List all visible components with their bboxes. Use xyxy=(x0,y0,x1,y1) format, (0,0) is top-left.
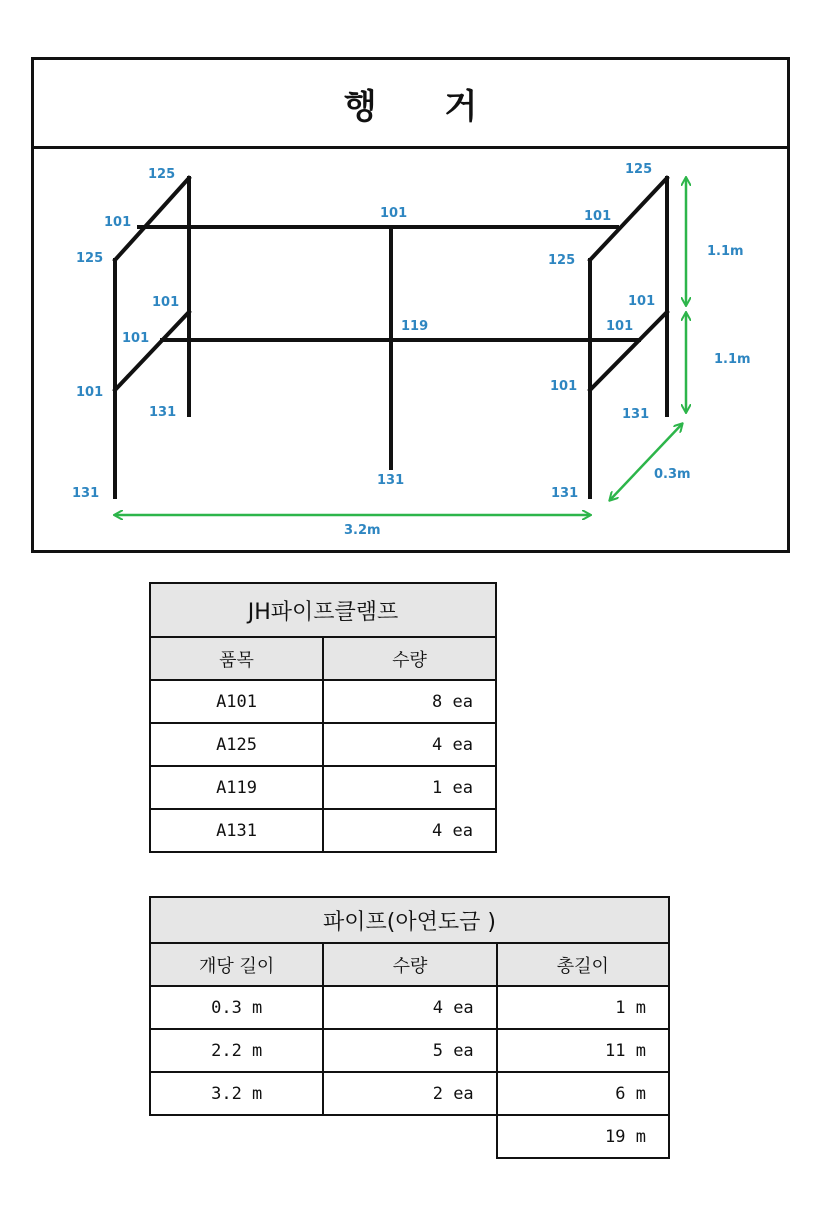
dim-width: 3.2m xyxy=(344,523,381,538)
pipe-qty: 2 ea xyxy=(323,1072,496,1115)
table-row xyxy=(150,680,496,723)
clamp-table xyxy=(149,582,497,853)
dim-lower-height: 1.1m xyxy=(714,352,751,367)
pipe-length: 2.2 m xyxy=(150,1029,323,1072)
clamp-item: A125 xyxy=(150,723,323,766)
label-right-back-top: 125 xyxy=(625,162,653,177)
clamp-qty: 4 ea xyxy=(323,809,496,852)
pipe-total: 6 m xyxy=(497,1072,669,1115)
table-row xyxy=(150,766,496,809)
clamp-table-title: JH파이프클램프 xyxy=(150,583,496,637)
label-left-back-top: 125 xyxy=(148,167,176,182)
dim-upper-height: 1.1m xyxy=(707,244,744,259)
clamp-qty: 4 ea xyxy=(323,723,496,766)
pipe-qty: 4 ea xyxy=(323,986,496,1029)
label-center-top: 101 xyxy=(380,206,408,221)
label-right-front-mid: 101 xyxy=(550,379,578,394)
pipe-length: 0.3 m xyxy=(150,986,323,1029)
label-left-front-mid: 101 xyxy=(76,385,104,400)
label-left-mid-upper: 101 xyxy=(152,295,180,310)
page-title: 행 거 xyxy=(34,60,787,149)
pipe-table xyxy=(149,896,670,1159)
pipe-header-total: 총길이 xyxy=(497,943,669,986)
table-row-total xyxy=(150,1115,669,1158)
pipe-grand-total: 19 m xyxy=(497,1115,669,1158)
label-left-front-top: 125 xyxy=(76,251,104,266)
label-left-front-bottom: 131 xyxy=(72,486,100,501)
label-left-back-bottom: 131 xyxy=(149,405,177,420)
label-right-back-bottom: 131 xyxy=(622,407,650,422)
table-row xyxy=(150,986,669,1029)
label-right-mid-upper: 101 xyxy=(628,294,656,309)
table-row xyxy=(150,1029,669,1072)
pipe-total: 11 m xyxy=(497,1029,669,1072)
label-left-mid-lower: 101 xyxy=(122,331,150,346)
clamp-item: A119 xyxy=(150,766,323,809)
pipe-header-qty: 수량 xyxy=(323,943,496,986)
dim-depth: 0.3m xyxy=(654,467,691,482)
label-right-top-diag: 101 xyxy=(584,209,612,224)
table-row xyxy=(150,1072,669,1115)
pipe-qty: 5 ea xyxy=(323,1029,496,1072)
diagram-frame xyxy=(31,57,790,553)
clamp-qty: 8 ea xyxy=(323,680,496,723)
table-row xyxy=(150,809,496,852)
clamp-item: A131 xyxy=(150,809,323,852)
pipe-length: 3.2 m xyxy=(150,1072,323,1115)
pipe-header-length: 개당 길이 xyxy=(150,943,323,986)
pipe-table-title: 파이프(아연도금 ) xyxy=(150,897,669,943)
hanger-diagram xyxy=(34,60,787,550)
left-mid-diagonal xyxy=(115,312,189,390)
label-right-front-bottom: 131 xyxy=(551,486,579,501)
pipe-total: 1 m xyxy=(497,986,669,1029)
clamp-header-item: 품목 xyxy=(150,637,323,680)
clamp-header-qty: 수량 xyxy=(323,637,496,680)
label-right-mid-lower: 101 xyxy=(606,319,634,334)
label-left-top-diag: 101 xyxy=(104,215,132,230)
clamp-qty: 1 ea xyxy=(323,766,496,809)
clamp-item: A101 xyxy=(150,680,323,723)
depth-arrow xyxy=(610,424,682,500)
table-row xyxy=(150,723,496,766)
label-center-bottom: 131 xyxy=(377,473,405,488)
label-center-mid: 119 xyxy=(401,319,429,334)
label-right-front-top: 125 xyxy=(548,253,576,268)
